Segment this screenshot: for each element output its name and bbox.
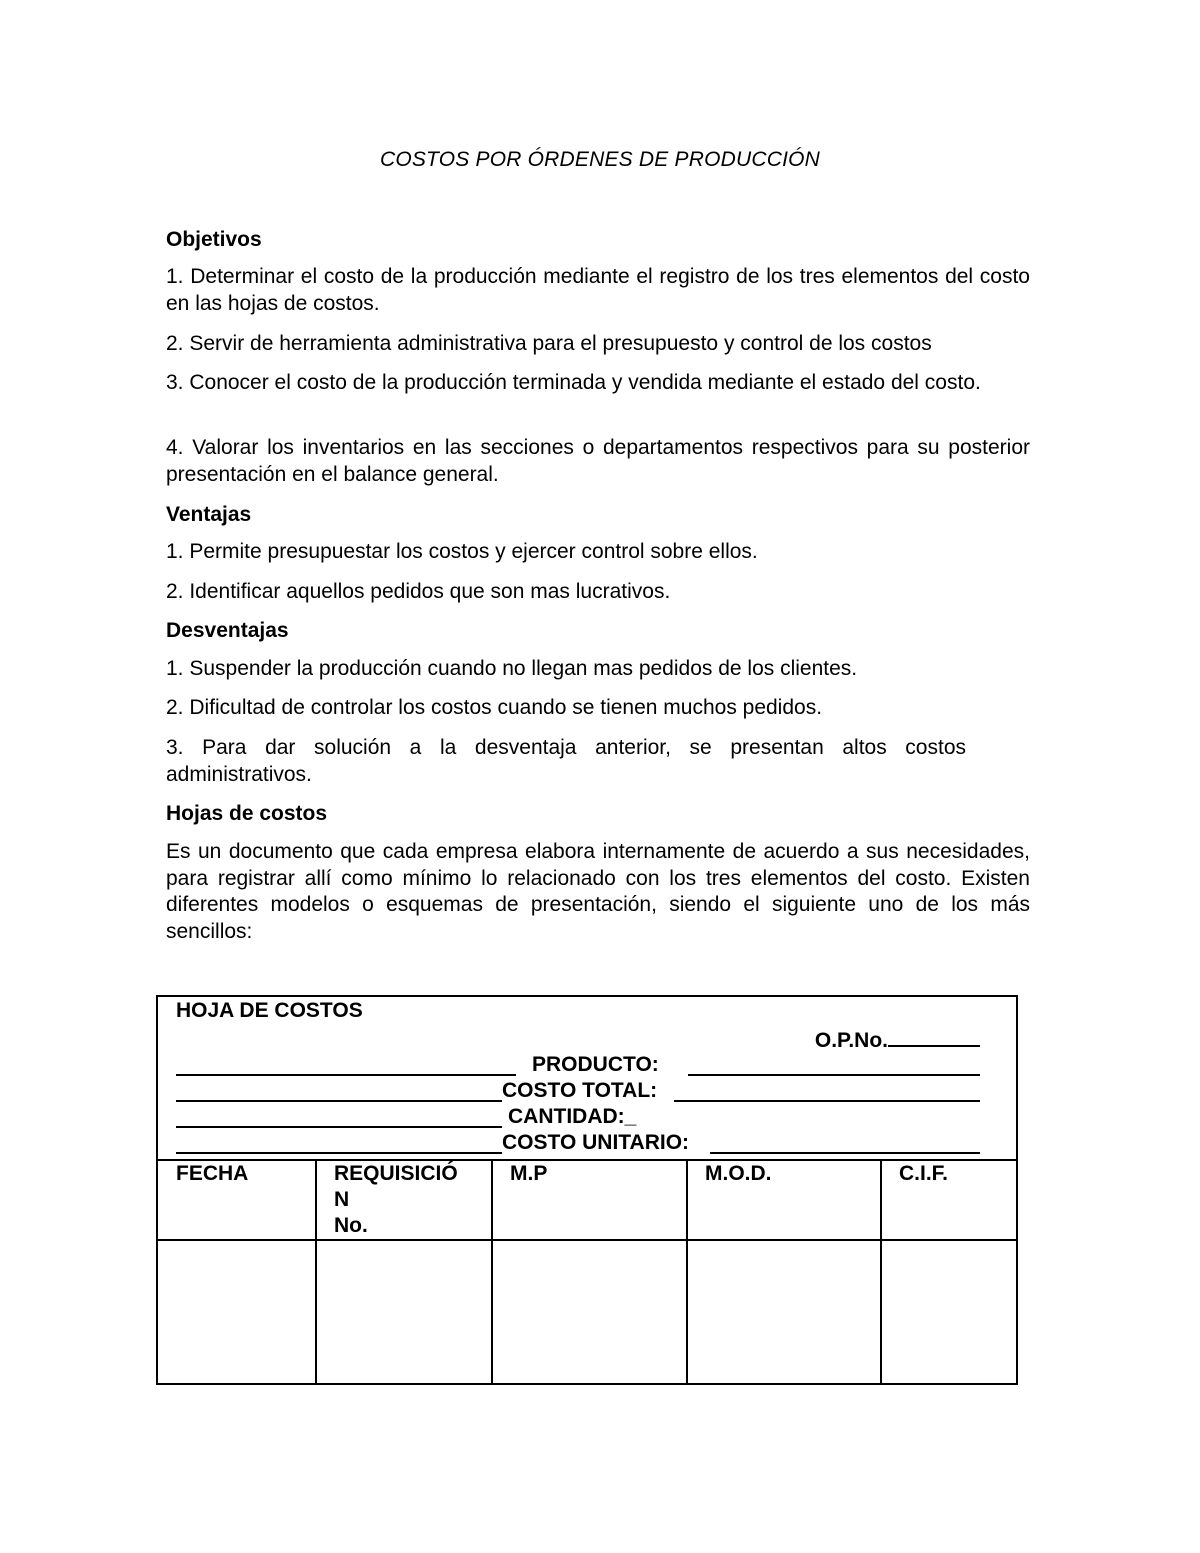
desventaja-item-1: 1. Suspender la producción cuando no llegan mas pedidos de los clientes. [166,657,858,680]
desventaja-item-2: 2. Dificultad de controlar los costos cuando se tienen muchos pedidos. [166,696,823,719]
cell-requisicion[interactable] [317,1241,489,1383]
op-number-blank[interactable] [888,1027,980,1047]
costo-total-value-blank[interactable] [674,1100,980,1102]
hojas-description: Es un documento que cada empresa elabora internamente de acuerdo a sus necesidades, para registrar allí como mínimo lo relacionado con los tres elementos del costo. Existen diferentes modelos o esquemas de presentación, siendo el siguiente uno de los más sencillos: [166,840,1030,943]
cell-mod[interactable] [688,1241,878,1383]
cell-fecha[interactable] [160,1241,313,1383]
desventajas-heading: Desventajas [166,619,289,642]
ventaja-item-1: 1. Permite presupuestar los costos y ejercer control sobre ellos. [166,540,758,563]
desventaja-item-3: 3. Para dar solución a la desventaja anterior, se presentan altos costos administrativos. [166,736,966,786]
costo-unitario-left-blank[interactable] [176,1152,502,1154]
objetivo-item-2: 2. Servir de herramienta administrativa para el presupuesto y control de los costos [166,332,932,355]
column-header-cif: C.I.F. [899,1162,949,1185]
objetivo-item-4: 4. Valorar los inventarios en las secciones o departamentos respectivos para su posterior presentación en el balance general. [166,436,1030,486]
hojas-heading: Hojas de costos [166,802,328,825]
cantidad-label: CANTIDAD:_ [508,1105,637,1128]
column-header-fecha: FECHA [176,1162,249,1185]
producto-label: PRODUCTO: [532,1053,659,1076]
costo-unitario-row[interactable] [176,1131,980,1157]
op-number-label: O.P.No. [814,1029,888,1052]
cost-sheet-title: HOJA DE COSTOS [176,999,363,1022]
column-header-mod: M.O.D. [705,1162,772,1185]
costo-total-row[interactable] [176,1079,980,1105]
objetivo-item-3: 3. Conocer el costo de la producción terminada y vendida mediante el estado del costo. [166,371,981,394]
cantidad-left-blank[interactable] [176,1126,502,1128]
cell-cif[interactable] [882,1241,1014,1383]
producto-value-blank[interactable] [688,1074,980,1076]
column-header-requisicion [334,1161,458,1239]
producto-left-blank[interactable] [176,1074,516,1076]
costo-total-left-blank[interactable] [176,1100,502,1102]
costo-unitario-value-blank[interactable] [710,1152,980,1154]
costo-total-label: COSTO TOTAL: [502,1079,658,1102]
costo-unitario-label: COSTO UNITARIO: [502,1131,690,1154]
requisicion-line-2: N [334,1188,350,1211]
cantidad-row[interactable] [176,1105,980,1131]
cell-mp[interactable] [493,1241,684,1383]
requisicion-line-3: No. [334,1214,368,1237]
ventajas-heading: Ventajas [166,503,252,526]
producto-row[interactable] [176,1053,980,1079]
ventaja-item-2: 2. Identificar aquellos pedidos que son mas lucrativos. [166,580,671,603]
cost-sheet-form [156,995,1018,1385]
column-header-mp: M.P [510,1162,548,1185]
op-number-field[interactable] [815,1027,980,1053]
objetivo-item-1: 1. Determinar el costo de la producción mediante el registro de los tres elementos del costo en las hojas de costos. [166,265,1030,315]
document-title: COSTOS POR ÓRDENES DE PRODUCCIÓN [379,148,821,171]
requisicion-line-1: REQUISICIÓ [334,1162,458,1185]
objetivos-heading: Objetivos [166,228,262,251]
table-header-top-border [158,1159,1016,1161]
